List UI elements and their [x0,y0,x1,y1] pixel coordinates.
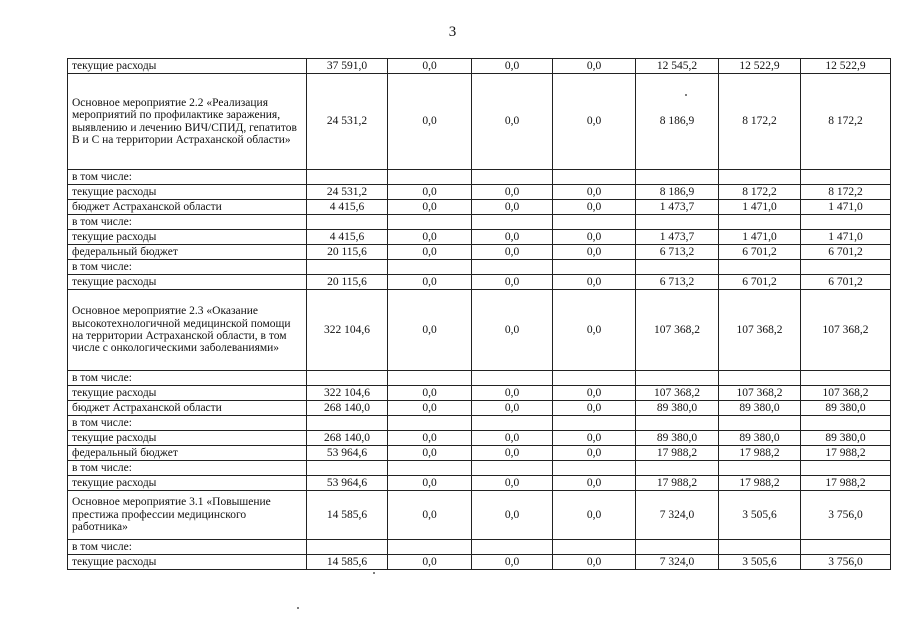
table-row [68,74,891,170]
value-cell-col2: 0,0 [388,74,472,170]
value-cell-col4: 0,0 [553,245,636,260]
value-cell-col7: 1 471,0 [801,230,891,245]
value-cell-col2: 0,0 [388,245,472,260]
value-cell-col6 [719,371,801,386]
value-cell-col4: 0,0 [553,290,636,371]
value-cell-col2 [388,416,472,431]
value-cell-col5: 6 713,2 [636,275,719,290]
value-cell-col5 [636,170,719,185]
value-cell-col5: 12 545,2 [636,59,719,74]
row-label: в том числе: [68,371,307,386]
value-cell-col5: 89 380,0 [636,401,719,416]
row-label: в том числе: [68,260,307,275]
table-row [68,416,891,431]
value-cell-col6: 3 505,6 [719,555,801,570]
value-cell-col6: 12 522,9 [719,59,801,74]
row-label: бюджет Астраханской области [68,401,307,416]
value-cell-col2: 0,0 [388,431,472,446]
value-cell-col1: 24 531,2 [307,185,388,200]
table-row [68,555,891,570]
value-cell-col1 [307,540,388,555]
value-cell-col4 [553,461,636,476]
scan-speck [297,607,299,609]
value-cell-col4: 0,0 [553,476,636,491]
value-cell-col6: 6 701,2 [719,275,801,290]
value-cell-col1: 268 140,0 [307,401,388,416]
value-cell-col3: 0,0 [472,446,553,461]
value-cell-col2: 0,0 [388,476,472,491]
value-cell-col5 [636,260,719,275]
table-row [68,230,891,245]
table-row [68,290,891,371]
value-cell-col6: 1 471,0 [719,200,801,215]
value-cell-col2: 0,0 [388,555,472,570]
value-cell-col4: 0,0 [553,446,636,461]
value-cell-col1: 4 415,6 [307,200,388,215]
value-cell-col1 [307,215,388,230]
table-row [68,170,891,185]
row-label: бюджет Астраханской области [68,200,307,215]
table-row [68,401,891,416]
row-label: текущие расходы [68,59,307,74]
value-cell-col2: 0,0 [388,275,472,290]
table-row [68,446,891,461]
value-cell-col4: 0,0 [553,401,636,416]
value-cell-col3: 0,0 [472,386,553,401]
row-label: текущие расходы [68,386,307,401]
value-cell-col6: 17 988,2 [719,446,801,461]
table-row [68,260,891,275]
table-row [68,461,891,476]
value-cell-col4: 0,0 [553,431,636,446]
value-cell-col4 [553,170,636,185]
value-cell-col6 [719,260,801,275]
value-cell-col2 [388,215,472,230]
value-cell-col7 [801,540,891,555]
value-cell-col6 [719,461,801,476]
value-cell-col4: 0,0 [553,200,636,215]
value-cell-col4 [553,416,636,431]
value-cell-col5 [636,416,719,431]
table-row [68,491,891,540]
value-cell-col1: 322 104,6 [307,386,388,401]
value-cell-col3 [472,170,553,185]
table-row [68,185,891,200]
value-cell-col1: 322 104,6 [307,290,388,371]
value-cell-col3: 0,0 [472,476,553,491]
value-cell-col2 [388,260,472,275]
table-row [68,476,891,491]
value-cell-col5: 17 988,2 [636,446,719,461]
value-cell-col4: 0,0 [553,386,636,401]
value-cell-col2: 0,0 [388,491,472,540]
value-cell-col3: 0,0 [472,401,553,416]
table-row [68,431,891,446]
value-cell-col1: 20 115,6 [307,245,388,260]
value-cell-col3 [472,215,553,230]
value-cell-col1: 4 415,6 [307,230,388,245]
value-cell-col6: 6 701,2 [719,245,801,260]
value-cell-col7 [801,215,891,230]
value-cell-col3: 0,0 [472,59,553,74]
row-label: в том числе: [68,540,307,555]
value-cell-col6: 8 172,2 [719,74,801,170]
table-row [68,200,891,215]
scan-speck [685,94,687,96]
page-number: 3 [448,24,457,40]
value-cell-col3 [472,260,553,275]
value-cell-col5 [636,461,719,476]
value-cell-col6: 107 368,2 [719,386,801,401]
value-cell-col5 [636,371,719,386]
value-cell-col7: 1 471,0 [801,200,891,215]
value-cell-col2 [388,170,472,185]
value-cell-col2 [388,371,472,386]
row-label: федеральный бюджет [68,245,307,260]
table-row [68,386,891,401]
value-cell-col2: 0,0 [388,230,472,245]
value-cell-col7: 17 988,2 [801,446,891,461]
budget-table [67,58,891,570]
row-label: текущие расходы [68,230,307,245]
value-cell-col5 [636,215,719,230]
value-cell-col5 [636,540,719,555]
value-cell-col6 [719,416,801,431]
value-cell-col3: 0,0 [472,185,553,200]
table-row [68,59,891,74]
value-cell-col4: 0,0 [553,275,636,290]
value-cell-col5: 8 186,9 [636,74,719,170]
value-cell-col7: 107 368,2 [801,290,891,371]
value-cell-col3: 0,0 [472,491,553,540]
value-cell-col7: 17 988,2 [801,476,891,491]
value-cell-col1 [307,170,388,185]
value-cell-col7: 89 380,0 [801,431,891,446]
value-cell-col4: 0,0 [553,185,636,200]
value-cell-col4 [553,540,636,555]
value-cell-col6 [719,540,801,555]
value-cell-col3: 0,0 [472,230,553,245]
row-label: в том числе: [68,416,307,431]
value-cell-col1: 268 140,0 [307,431,388,446]
value-cell-col3 [472,461,553,476]
row-label: в том числе: [68,461,307,476]
row-label: федеральный бюджет [68,446,307,461]
table-row [68,275,891,290]
value-cell-col1: 14 585,6 [307,555,388,570]
value-cell-col5: 1 473,7 [636,230,719,245]
value-cell-col7 [801,461,891,476]
value-cell-col4: 0,0 [553,230,636,245]
value-cell-col7: 89 380,0 [801,401,891,416]
value-cell-col7: 8 172,2 [801,185,891,200]
value-cell-col5: 8 186,9 [636,185,719,200]
value-cell-col1: 14 585,6 [307,491,388,540]
value-cell-col3: 0,0 [472,74,553,170]
value-cell-col2 [388,540,472,555]
value-cell-col5: 7 324,0 [636,491,719,540]
value-cell-col1 [307,461,388,476]
value-cell-col7: 6 701,2 [801,245,891,260]
value-cell-col2: 0,0 [388,59,472,74]
value-cell-col6: 107 368,2 [719,290,801,371]
value-cell-col5: 17 988,2 [636,476,719,491]
value-cell-col4: 0,0 [553,555,636,570]
value-cell-col6: 8 172,2 [719,185,801,200]
value-cell-col7: 3 756,0 [801,491,891,540]
row-label: текущие расходы [68,275,307,290]
value-cell-col1: 37 591,0 [307,59,388,74]
value-cell-col7: 8 172,2 [801,74,891,170]
value-cell-col2: 0,0 [388,446,472,461]
value-cell-col7: 12 522,9 [801,59,891,74]
row-label: Основное мероприятие 2.2 «Реализация мероприятий по профилактике заражения, выявлению и лечению ВИЧ/СПИД, гепатитов В и С на территории Астраханской области» [68,74,307,170]
value-cell-col5: 89 380,0 [636,431,719,446]
table-row [68,245,891,260]
value-cell-col6: 89 380,0 [719,431,801,446]
value-cell-col3: 0,0 [472,290,553,371]
value-cell-col4: 0,0 [553,491,636,540]
value-cell-col2: 0,0 [388,401,472,416]
row-label: текущие расходы [68,476,307,491]
value-cell-col7: 107 368,2 [801,386,891,401]
value-cell-col2: 0,0 [388,290,472,371]
value-cell-col2: 0,0 [388,386,472,401]
value-cell-col5: 1 473,7 [636,200,719,215]
value-cell-col1 [307,416,388,431]
table-row [68,540,891,555]
value-cell-col1 [307,371,388,386]
value-cell-col5: 107 368,2 [636,386,719,401]
value-cell-col6: 1 471,0 [719,230,801,245]
value-cell-col1: 20 115,6 [307,275,388,290]
row-label: Основное мероприятие 3.1 «Повышение престижа профессии медицинского работника» [68,491,307,540]
value-cell-col7 [801,371,891,386]
value-cell-col6: 89 380,0 [719,401,801,416]
value-cell-col5: 107 368,2 [636,290,719,371]
value-cell-col2: 0,0 [388,185,472,200]
scan-speck [373,572,375,574]
value-cell-col2: 0,0 [388,200,472,215]
value-cell-col6: 3 505,6 [719,491,801,540]
value-cell-col7 [801,416,891,431]
value-cell-col3: 0,0 [472,275,553,290]
value-cell-col1: 53 964,6 [307,446,388,461]
table-row [68,371,891,386]
row-label: текущие расходы [68,431,307,446]
value-cell-col4 [553,371,636,386]
value-cell-col7: 6 701,2 [801,275,891,290]
value-cell-col1: 53 964,6 [307,476,388,491]
value-cell-col4: 0,0 [553,74,636,170]
row-label: в том числе: [68,170,307,185]
value-cell-col3: 0,0 [472,245,553,260]
row-label: текущие расходы [68,185,307,200]
row-label: текущие расходы [68,555,307,570]
value-cell-col4 [553,260,636,275]
value-cell-col3 [472,416,553,431]
value-cell-col5: 6 713,2 [636,245,719,260]
table-row [68,215,891,230]
value-cell-col4: 0,0 [553,59,636,74]
value-cell-col7 [801,170,891,185]
value-cell-col6: 17 988,2 [719,476,801,491]
value-cell-col4 [553,215,636,230]
row-label: Основное мероприятие 2.3 «Оказание высокотехнологичной медицинской помощи на территории Астраханской области, в том числе с онкологическими заболеваниями» [68,290,307,371]
value-cell-col3: 0,0 [472,200,553,215]
value-cell-col5: 7 324,0 [636,555,719,570]
value-cell-col7: 3 756,0 [801,555,891,570]
value-cell-col3 [472,371,553,386]
value-cell-col1 [307,260,388,275]
value-cell-col1: 24 531,2 [307,74,388,170]
value-cell-col2 [388,461,472,476]
value-cell-col6 [719,215,801,230]
value-cell-col6 [719,170,801,185]
value-cell-col3: 0,0 [472,431,553,446]
value-cell-col3: 0,0 [472,555,553,570]
row-label: в том числе: [68,215,307,230]
value-cell-col3 [472,540,553,555]
value-cell-col7 [801,260,891,275]
table-body [68,59,891,570]
